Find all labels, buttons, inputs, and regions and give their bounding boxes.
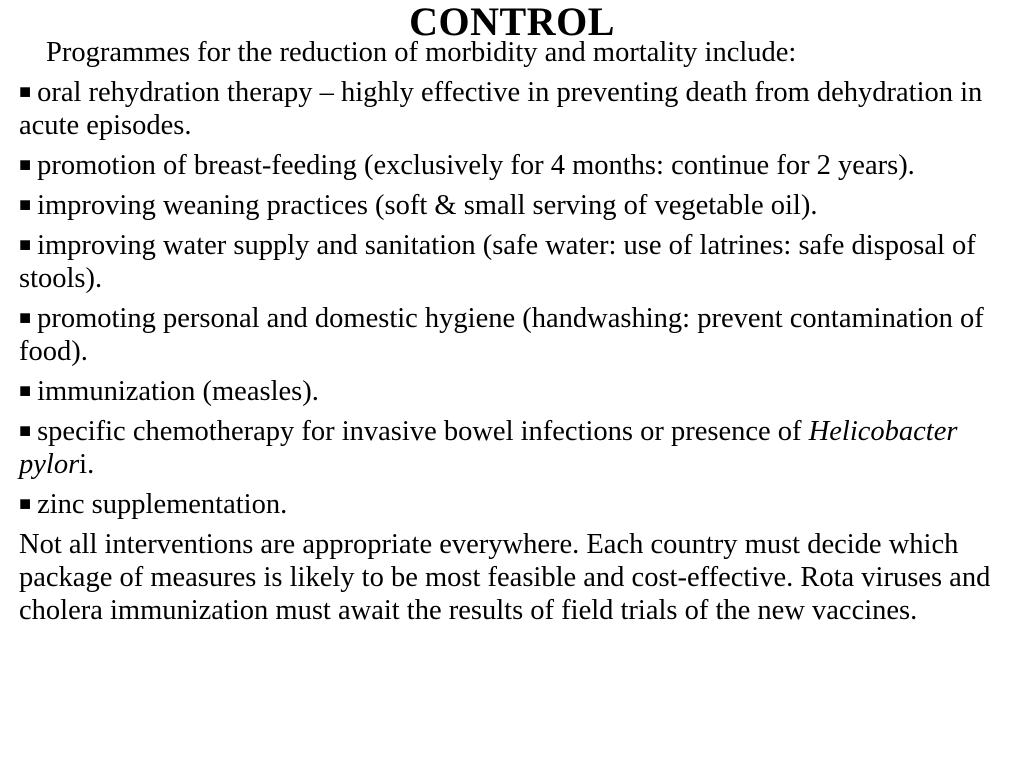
bullet-text: specific chemotherapy for invasive bowel infections or presence of <box>37 416 809 447</box>
slide-body <box>19 36 1009 627</box>
bullet-item <box>19 415 1009 481</box>
bullet-text: oral rehydration therapy – highly effective in preventing death from dehydration in acute episodes. <box>19 77 983 141</box>
bullet-text: immunization (measles). <box>37 376 319 407</box>
square-bullet-icon: ■ <box>19 420 32 442</box>
bullet-item <box>19 302 1009 368</box>
square-bullet-icon: ■ <box>19 154 32 176</box>
bullet-text: zinc supplementation. <box>37 489 288 520</box>
square-bullet-icon: ■ <box>19 380 32 402</box>
bullet-item <box>19 229 1009 295</box>
square-bullet-icon: ■ <box>19 234 32 256</box>
bullet-text: improving weaning practices (soft & small serving of vegetable oil). <box>37 190 818 221</box>
square-bullet-icon: ■ <box>19 194 32 216</box>
bullet-text-suffix: i. <box>79 449 95 480</box>
bullet-text: promoting personal and domestic hygiene (handwashing: prevent contamination of food). <box>19 303 984 367</box>
bullet-text: improving water supply and sanitation (safe water: use of latrines: safe disposal of stools). <box>19 230 976 294</box>
square-bullet-icon: ■ <box>19 493 32 515</box>
bullet-text: promotion of breast-feeding (exclusively for 4 months: continue for 2 years). <box>37 150 915 181</box>
closing-paragraph: Not all interventions are appropriate everywhere. Each country must decide which package of measures is likely to be most feasible and cost-effective. Rota viruses and cholera immunization must await the results of field trials of the new vaccines. <box>19 529 991 626</box>
square-bullet-icon: ■ <box>19 81 32 103</box>
bullet-item <box>19 76 1009 142</box>
slide-title: CONTROL <box>409 0 615 44</box>
intro-text: Programmes for the reduction of morbidity and mortality include: <box>46 37 797 68</box>
species-name: Helicobacter pylor <box>19 416 958 480</box>
bullet-item <box>19 375 1009 408</box>
bullet-item <box>19 488 1009 521</box>
bullet-item <box>19 189 1009 222</box>
bullet-item <box>19 149 1009 182</box>
square-bullet-icon: ■ <box>19 307 32 329</box>
